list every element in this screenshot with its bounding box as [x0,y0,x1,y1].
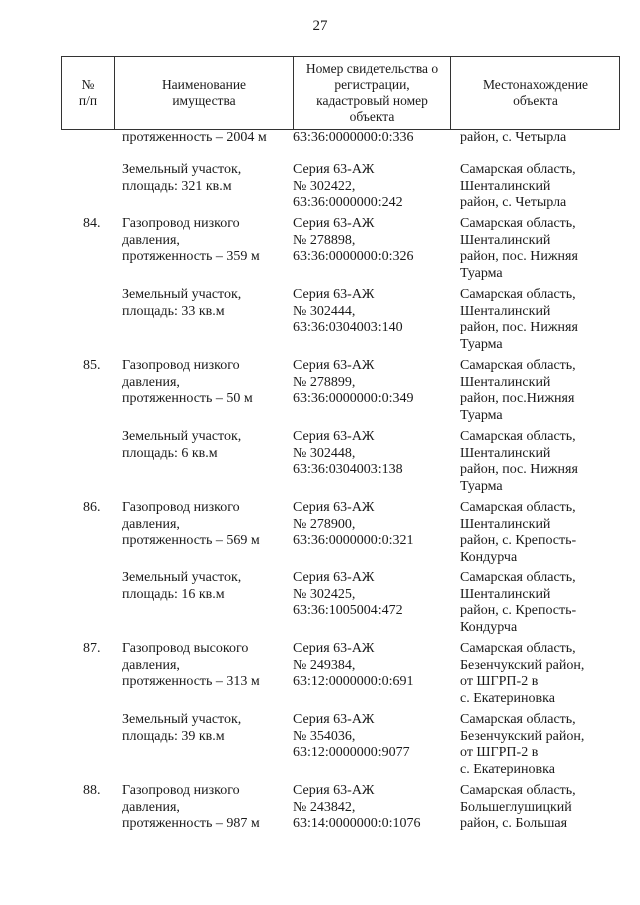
row-location: Самарская область, Безенчукский район, от ШГРП-2 в с. Екатериновка [460,712,585,777]
header-col-number-label: № п/п [78,77,98,108]
row-location: Самарская область, Шенталинский район, с. Четырла [460,162,576,210]
row-name: Газопровод низкого давления, протяженность – 50 м [122,358,253,406]
row-name: Газопровод низкого давления, протяженность – 987 м [122,783,260,831]
header-col-number [62,57,115,129]
row-registration: Серия 63-АЖ № 243842, 63:14:0000000:0:1076 [293,783,421,831]
row-name: Газопровод высокого давления, протяженность – 313 м [122,641,260,689]
row-name: протяженность – 2004 м [122,130,267,145]
row-registration: Серия 63-АЖ № 302448, 63:36:0304003:138 [293,429,403,477]
row-registration: Серия 63-АЖ № 278898, 63:36:0000000:0:326 [293,216,414,264]
row-location: Самарская область, Большеглушицкий район, с. Большая [460,783,576,831]
row-registration: Серия 63-АЖ № 302444, 63:36:0304003:140 [293,287,403,335]
row-location: Самарская область, Шенталинский район, пос.Нижняя Туарма [460,358,576,423]
row-number: 86. [83,500,101,515]
table-header [61,56,620,130]
row-registration: 63:36:0000000:0:336 [293,130,414,145]
row-location: Самарская область, Шенталинский район, пос. Нижняя Туарма [460,216,578,281]
row-registration: Серия 63-АЖ № 278900, 63:36:0000000:0:321 [293,500,414,548]
row-registration: Серия 63-АЖ № 302422, 63:36:0000000:242 [293,162,403,210]
header-col-location [451,57,620,129]
row-number: 87. [83,641,101,656]
row-name: Земельный участок, площадь: 16 кв.м [122,570,242,602]
row-registration: Серия 63-АЖ № 354036, 63:12:0000000:9077 [293,712,410,760]
row-location: Самарская область, Безенчукский район, от ШГРП-2 в с. Екатериновка [460,641,585,706]
header-col-name-label: Наименование имущества [161,77,247,108]
header-col-name [115,57,294,129]
row-number: 88. [83,783,101,798]
row-name: Газопровод низкого давления, протяженность – 569 м [122,500,260,548]
header-col-registration-label: Номер свидетельства о регистрации, кадастровый номер объекта [305,61,439,124]
row-name: Газопровод низкого давления, протяженность – 359 м [122,216,260,264]
row-name: Земельный участок, площадь: 321 кв.м [122,162,242,194]
row-registration: Серия 63-АЖ № 302425, 63:36:1005004:472 [293,570,403,618]
row-registration: Серия 63-АЖ № 278899, 63:36:0000000:0:349 [293,358,414,406]
header-col-registration [294,57,451,129]
row-location: район, с. Четырла [460,130,567,145]
row-number: 85. [83,358,101,373]
row-number: 84. [83,216,101,231]
row-name: Земельный участок, площадь: 6 кв.м [122,429,242,461]
row-location: Самарская область, Шенталинский район, пос. Нижняя Туарма [460,287,578,352]
row-name: Земельный участок, площадь: 39 кв.м [122,712,242,744]
row-registration: Серия 63-АЖ № 249384, 63:12:0000000:0:691 [293,641,414,689]
header-col-location-label: Местонахождение объекта [482,77,589,108]
row-location: Самарская область, Шенталинский район, с. Крепость- Кондурча [460,500,577,565]
row-name: Земельный участок, площадь: 33 кв.м [122,287,242,319]
row-location: Самарская область, Шенталинский район, пос. Нижняя Туарма [460,429,578,494]
row-location: Самарская область, Шенталинский район, с. Крепость- Кондурча [460,570,577,635]
page-number: 27 [312,18,328,34]
